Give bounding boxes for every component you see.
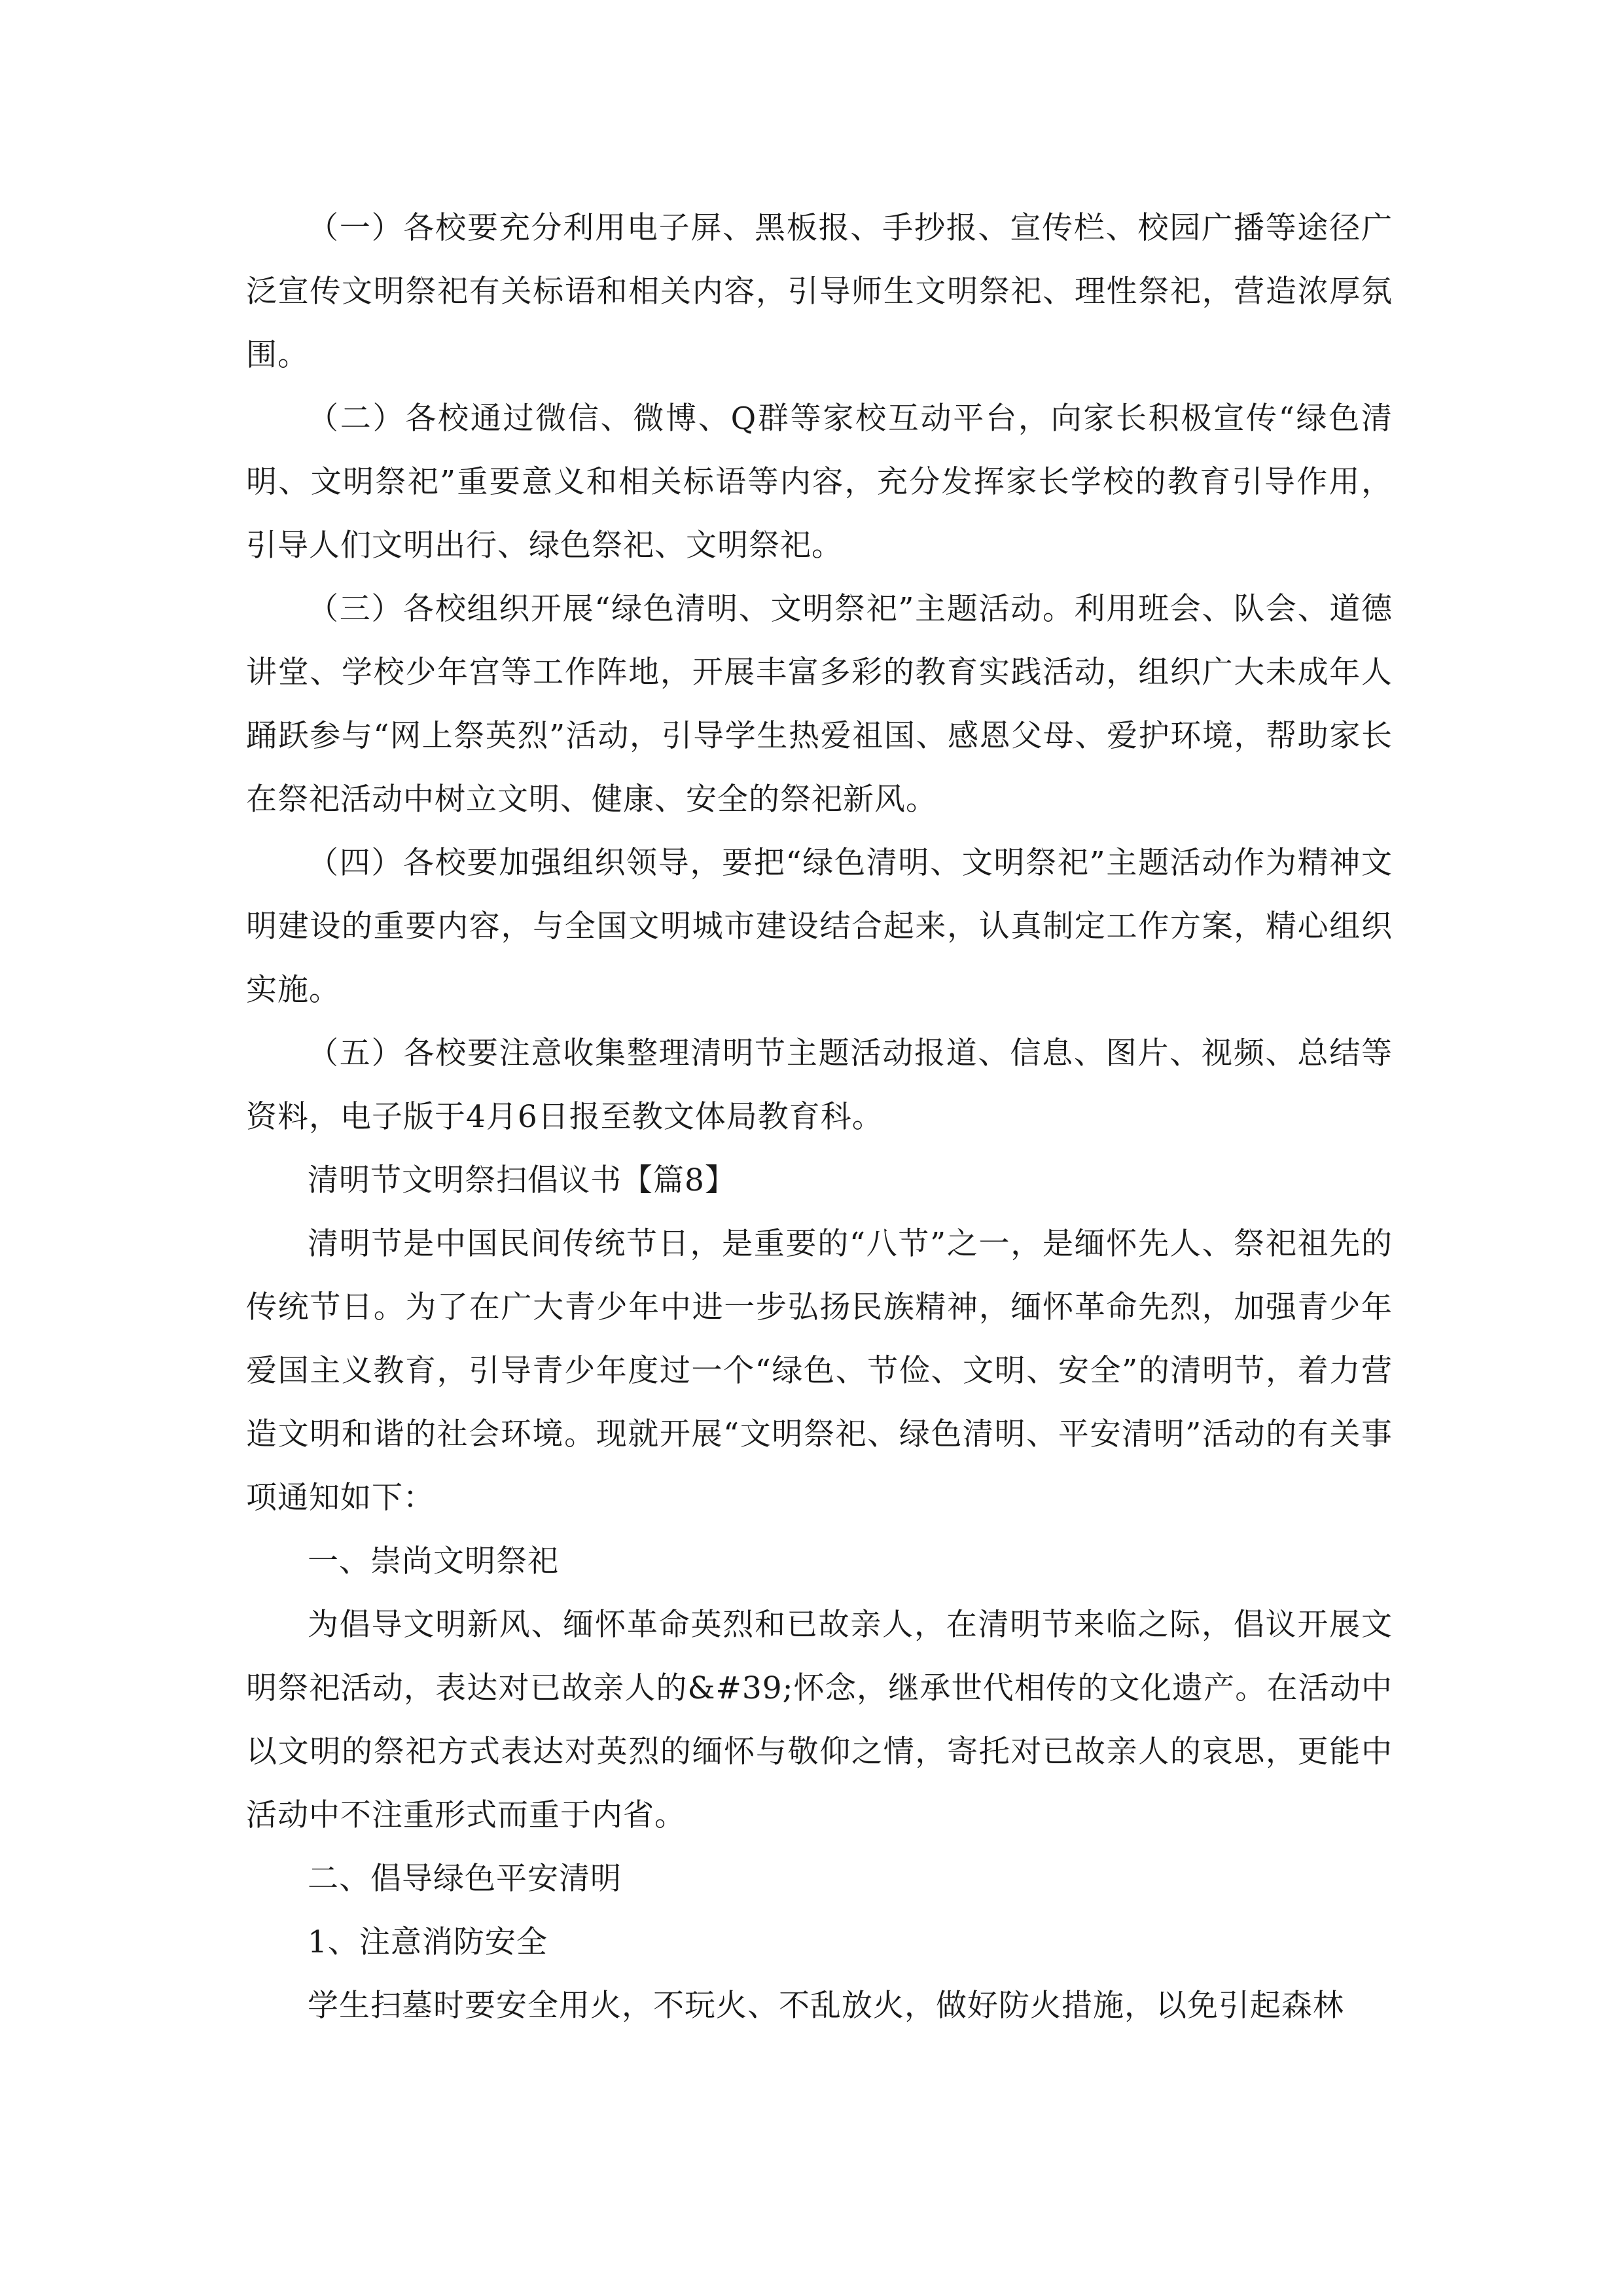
paragraph-4: （四）各校要加强组织领导，要把“绿色清明、文明祭祀”主题活动作为精神文明建设的重要内容，与全国文明城市建设结合起来，认真制定工作方案，精心组织实施。 xyxy=(246,845,1393,1008)
heading-1: 一、崇尚文明祭祀 xyxy=(308,1543,559,1579)
section-title: 清明节文明祭扫倡议书【篇8】 xyxy=(308,1162,736,1198)
paragraph-5: （五）各校要注意收集整理清明节主题活动报道、信息、图片、视频、总结等资料，电子版于4月6日报至教文体局教育科。 xyxy=(246,1035,1393,1135)
paragraph-3: （三）各校组织开展“绿色清明、文明祭祀”主题活动。利用班会、队会、道德讲堂、学校少年宫等工作阵地，开展丰富多彩的教育实践活动，组织广大未成年人踊跃参与“网上祭英烈”活动，引导学生热爱祖国、感恩父母、爱护环境，帮助家长在祭祀活动中树立文明、健康、安全的祭祀新风。 xyxy=(246,591,1393,817)
heading-2: 二、倡导绿色平安清明 xyxy=(308,1861,622,1897)
paragraph-2: （二）各校通过微信、微博、Q群等家校互动平台，向家长积极宣传“绿色清明、文明祭祀”重要意义和相关标语等内容，充分发挥家长学校的教育引导作用，引导人们文明出行、绿色祭祀、文明祭祀。 xyxy=(246,401,1393,564)
paragraph-1: （一）各校要充分利用电子屏、黑板报、手抄报、宣传栏、校园广播等途径广泛宣传文明祭祀有关标语和相关内容，引导师生文明祭祀、理性祭祀，营造浓厚氛围。 xyxy=(246,210,1393,373)
paragraph-12: 学生扫墓时要安全用火，不玩火、不乱放火，做好防火措施，以免引起森林 xyxy=(308,1988,1344,2024)
paragraph-7: 清明节是中国民间传统节日，是重要的“八节”之一，是缅怀先人、祭祀祖先的传统节日。为了在广大青少年中进一步弘扬民族精神，缅怀革命先烈，加强青少年爱国主义教育，引导青少年度过一个“绿色、节俭、文明、安全”的清明节，着力营造文明和谐的社会环境。现就开展“文明祭祀、绿色清明、平安清明”活动的有关事项通知如下： xyxy=(246,1226,1393,1516)
subheading-1: 1、注意消防安全 xyxy=(308,1924,548,1960)
paragraph-9: 为倡导文明新风、缅怀革命英烈和已故亲人，在清明节来临之际，倡议开展文明祭祀活动，表达对已故亲人的&#39;怀念，继承世代相传的文化遗产。在活动中以文明的祭祀方式表达对英烈的缅怀与敬仰之情，寄托对已故亲人的哀思，更能中活动中不注重形式而重于内省。 xyxy=(246,1607,1393,1833)
document-body xyxy=(246,196,1393,2037)
